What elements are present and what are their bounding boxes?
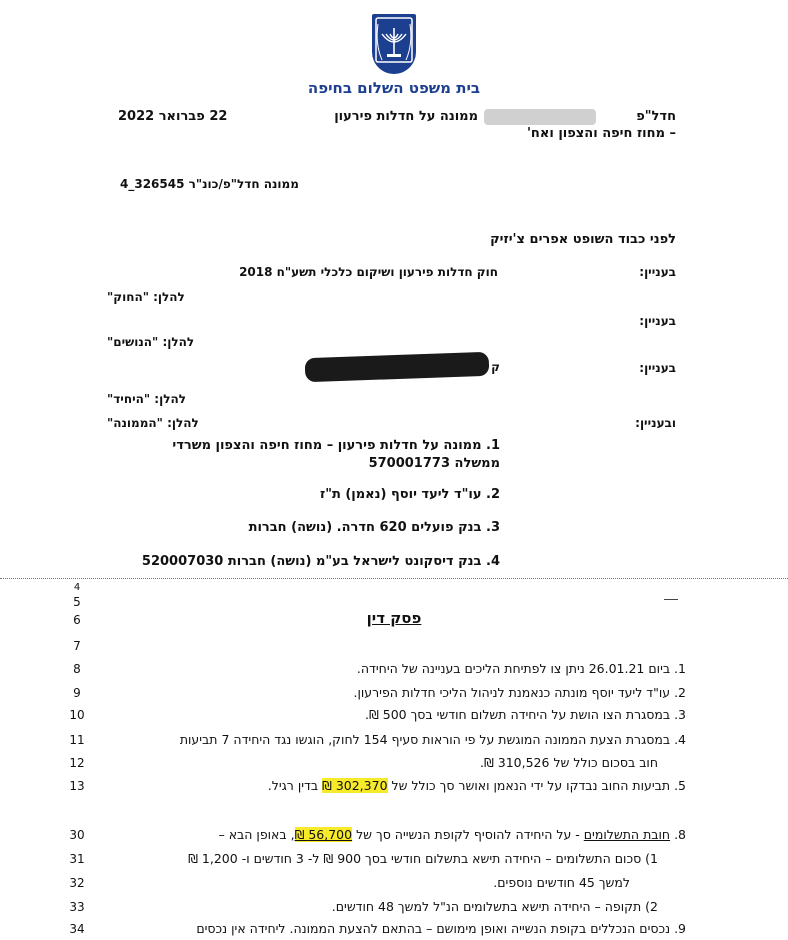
verdict-item-8: 8. חובת התשלומים - על היחידה להוסיף לקופת הנשייה סך של 56,700 ₪, באופן הבא – [218,827,686,842]
court-name: בית משפט השלום בחיפה [307,79,481,97]
case-title-line-1: ממונה על חדלות פירעון [334,109,478,124]
party-alias: להלן: "החוק" [107,290,185,304]
decision-date: 22 פברואר 2022 [118,109,228,124]
line-number: 4 [73,582,81,593]
party-label: בעניין: [639,265,676,279]
highlighted-amount: 302,370 ₪ [322,778,388,793]
line-number: 13 [69,779,85,793]
case-title-line-2: – מחוז חיפה והצפון ואח' [526,126,676,141]
line-number: 33 [69,900,85,914]
verdict-title: פסק דין [366,609,422,627]
judge-line: לפני כבוד השופט אפרים צ'יזיק [490,232,676,247]
party-label: ובעניין: [635,416,676,430]
verdict-item-4-cont: חוב בסכום כולל של 310,526 ₪. [480,755,658,770]
line-number: 8 [73,662,81,676]
payment-obligation-heading: חובת התשלומים [583,827,671,842]
respondent-1: 1. ממונה על חדלות פירעון – מחוז חיפה והצפון משרדי [172,438,500,453]
verdict-item-4: 4. במסגרת הצעת הממונה המוגשת על פי הוראות סעיף 154 לחוק, הוגשו נגד היחידה 7 תביעות [179,732,686,747]
line-number: 32 [69,876,85,890]
party-value: חוק חדלות פירעון ושיקום כלכלי תשע"ח 2018 [239,265,498,279]
party-alias: להלן: "הנושים" [107,335,195,349]
verdict-item-9: 9. נכסים הנכללים בקופת הנשייה ואופן מימושם – בהתאם להצעת הממונה. ליחידה אין נכסים [196,921,686,936]
line-number: 34 [69,922,85,936]
party-label: בעניין: [639,314,676,328]
line-number: 9 [73,686,81,700]
state-emblem-icon [372,14,416,74]
verdict-item-1: 1. ביום 26.01.21 ניתן צו לפתיחת הליכים בעניינה של היחידה. [356,661,686,676]
line-number: 7 [73,639,81,653]
respondent-3: 3. בנק פועלים 620 חדרה. (נושה) חברות [248,520,500,535]
line-number: 12 [69,756,85,770]
case-number-label: חדל"פ [636,109,676,124]
file-reference: ממונה חדל"פ/כונ"ר 326545_4 [120,177,299,191]
party-alias: להלן: "היחיד" [107,392,186,406]
redaction-box [305,352,490,382]
verdict-item-8-1: 1) סכום התשלומים – היחידה תישא בתשלום חודשי בסך 900 ₪ ל- 3 חודשים ו- 1,200 ₪ [188,851,658,866]
party-value: ק [491,360,500,374]
line-number: 30 [69,828,85,842]
margin-dash [664,599,678,600]
line-number: 6 [73,613,81,627]
verdict-item-5: 5. תביעות החוב נבדקו על ידי הנאמן ואושר סך כולל של 302,370 ₪ בדין רגיל. [267,778,686,793]
respondent-2: 2. עו"ד ליעד יוסף (נאמן) ת"ז [319,487,500,502]
party-label: בעניין: [639,361,676,375]
verdict-item-8-2: 2) תקופה – היחידה תישא בתשלומים הנ"ל למשך 48 חודשים. [331,899,658,914]
respondent-1-cont: ממשלה 570001773 [368,456,500,471]
line-number: 5 [73,595,81,609]
respondent-4: 4. בנק דיסקונט לישראל בע"מ (נושה) חברות 520007030 [141,554,500,569]
line-number: 11 [69,733,85,747]
highlighted-amount: 56,700 ₪ [294,827,353,842]
verdict-item-8-1-cont: למשך 45 חודשים נוספים. [493,875,630,890]
verdict-item-3: 3. במסגרת הצו הושת על היחידה תשלום חודשי בסך 500 ₪. [365,707,686,722]
page-break-divider [0,578,788,579]
party-alias: להלן: "הממונה" [107,416,199,430]
line-number: 10 [69,708,85,722]
verdict-item-2: 2. עו"ד ליעד יוסף מונתה כנאמנת לניהול הליכי חדלות הפירעון. [353,685,686,700]
redaction-box [484,109,596,125]
line-number: 31 [69,852,85,866]
